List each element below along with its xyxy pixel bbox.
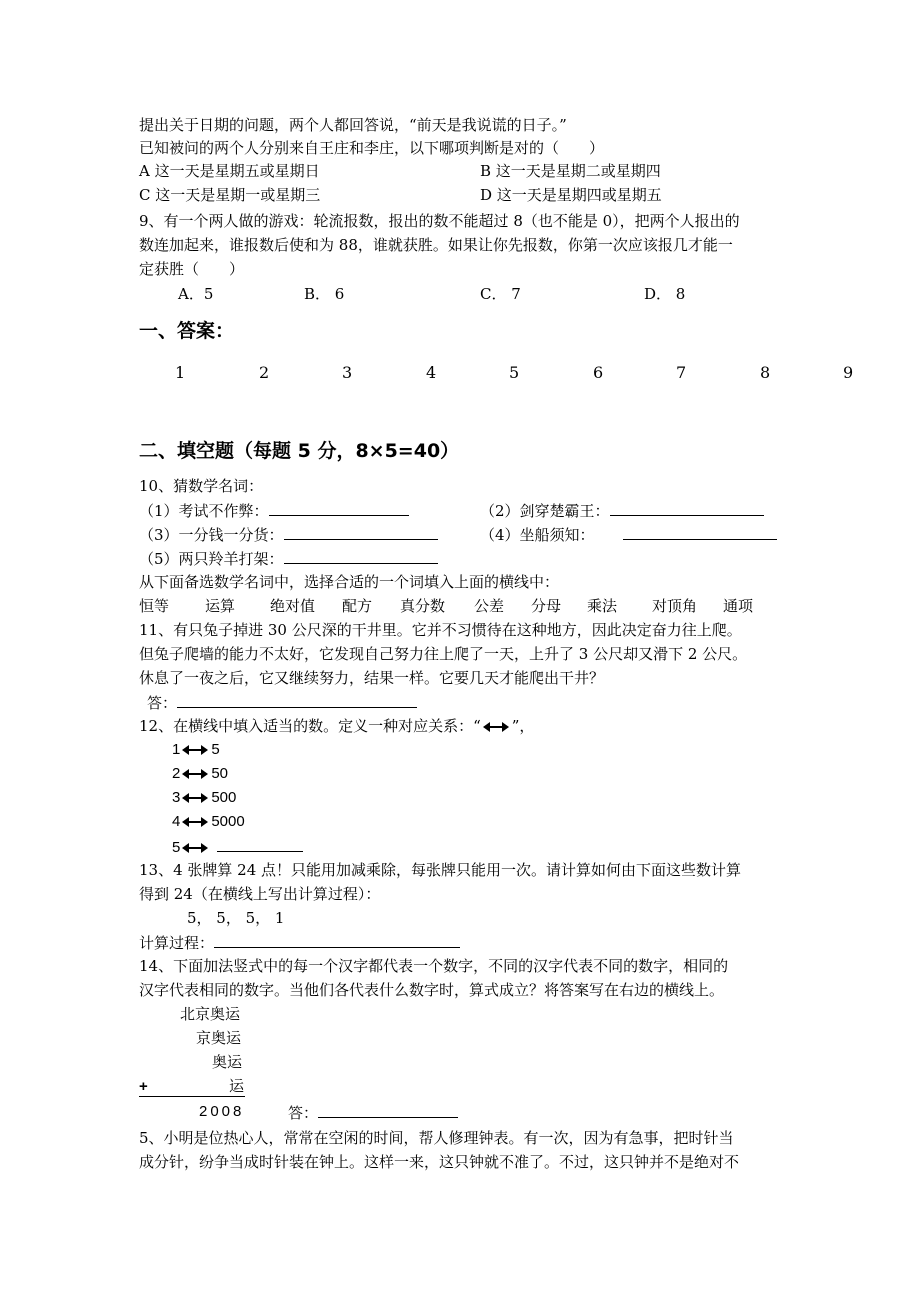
q10-item-3-label: （3）一分钱一分货： [139, 526, 284, 544]
q11-answer-blank[interactable] [177, 691, 417, 708]
q14-line-2: 汉字代表相同的数字。当他们各代表什么数字时，算式成立？将答案写在右边的横线上。 [139, 981, 725, 999]
q14-row-4 [139, 1075, 245, 1097]
q10-blank-5[interactable] [284, 547, 438, 564]
q9-option-a: A．5 [178, 285, 214, 303]
q10-word: 配方 [342, 597, 373, 615]
q13-cards: 5， 5， 5， 1 [187, 909, 285, 927]
plus-sign: + [139, 1078, 148, 1095]
q14-answer-blank[interactable] [318, 1101, 458, 1118]
q12-pair-5-a: 5 [172, 839, 181, 856]
q11-answer-label: 答： [147, 694, 178, 712]
q10-item-5-label: （5）两只羚羊打架： [139, 550, 284, 568]
double-arrow-icon [182, 769, 208, 779]
q10-word: 真分数 [400, 597, 446, 615]
q10-item-2 [480, 499, 764, 522]
q11-line-1: 11、有只兔子掉进 30 公尺深的干井里。它并不习惯待在这种地方，因此决定奋力往上爬。 [139, 621, 742, 639]
double-arrow-icon [483, 722, 509, 732]
answer-number: 6 [593, 363, 604, 382]
q13-process-label: 计算过程： [139, 934, 215, 952]
q12-line-1 [139, 715, 534, 737]
q8-line-2: 已知被问的两个人分别来自王庄和李庄，以下哪项判断是对的（ ） [139, 139, 605, 157]
q8-option-d: D 这一天是星期四或星期五 [480, 186, 662, 204]
q14-answer-label: 答： [288, 1104, 319, 1122]
answer-number: 3 [342, 363, 353, 382]
q12-pair-1-a: 1 [172, 741, 181, 758]
q11-answer [147, 691, 417, 714]
double-arrow-icon [182, 793, 208, 803]
q9-option-d: D． 8 [644, 285, 686, 303]
q12-pair-3-a: 3 [172, 789, 181, 806]
q10-word: 分母 [531, 597, 562, 615]
q13-line-2: 得到 24（在横线上写出计算过程）： [139, 885, 381, 903]
q10-hint: 从下面备选数学名词中，选择合适的一个词填入上面的横线中： [139, 573, 560, 591]
q12-line-1-end: ”， [511, 717, 535, 735]
q10-blank-1[interactable] [269, 499, 409, 516]
answer-number: 8 [760, 363, 771, 382]
q12-pair-2-a: 2 [172, 765, 181, 782]
q8-option-c: C 这一天是星期一或星期三 [139, 186, 321, 204]
q9-option-b: B． 6 [304, 285, 345, 303]
q9-line-2: 数连加起来，谁报数后使和为 88，谁就获胜。如果让你先报数，你第一次应该报几才能一 [139, 236, 733, 254]
q9-option-c: C． 7 [480, 285, 521, 303]
q14-row-4-char: 运 [229, 1077, 245, 1095]
double-arrow-icon [182, 817, 208, 827]
q14-line-1: 14、下面加法竖式中的每一个汉字都代表一个数字，不同的汉字代表不同的数字，相同的 [139, 957, 729, 975]
q12-pair-3 [172, 787, 236, 809]
q13-line-1: 13、4 张牌算 24 点！只能用加减乘除，每张牌只能用一次。请计算如何由下面这些数计算 [139, 861, 742, 879]
answer-number: 7 [676, 363, 687, 382]
q10-word: 通项 [723, 597, 754, 615]
q10-item-1 [139, 499, 409, 522]
q8-option-b: B 这一天是星期二或星期四 [480, 162, 661, 180]
q10-blank-4[interactable] [623, 523, 777, 540]
q10-word: 恒等 [139, 597, 170, 615]
q9-line-3: 定获胜（ ） [139, 260, 245, 278]
q10-item-4-label: （4）坐船须知： [480, 526, 595, 544]
q10-word: 对顶角 [652, 597, 698, 615]
q8-line-1: 提出关于日期的问题，两个人都回答说，“前天是我说谎的日子。” [139, 116, 567, 134]
q11-line-2: 但兔子爬墙的能力不太好，它发现自己努力往上爬了一天，上升了 3 公尺却又滑下 2 公尺。 [139, 645, 748, 663]
q10-item-2-label: （2）剑穿楚霸王： [480, 502, 610, 520]
q12-pair-2 [172, 763, 228, 785]
q10-word: 绝对值 [270, 597, 316, 615]
q12-pair-5 [172, 835, 303, 859]
q12-pair-4 [172, 811, 245, 833]
q12-pair-4-a: 4 [172, 813, 181, 830]
q12-pair-1-b: 5 [211, 741, 220, 758]
answer-number: 2 [259, 363, 270, 382]
q15-line-2: 成分针，纷争当成时针装在钟上。这样一来，这只钟就不准了。不过，这只钟并不是绝对不 [139, 1153, 740, 1171]
q8-option-a: A 这一天是星期五或星期日 [139, 162, 320, 180]
q13-process [139, 931, 460, 954]
q10-word: 公差 [474, 597, 505, 615]
section1-title: 一、答案： [139, 320, 235, 342]
q14-answer [288, 1101, 458, 1124]
q14-row-3: 奥运 [212, 1053, 243, 1071]
q10-word: 乘法 [587, 597, 618, 615]
q14-row-2: 京奥运 [196, 1029, 242, 1047]
section2-title: 二、填空题（每题 5 分，8×5=40） [139, 440, 460, 462]
answer-number: 4 [426, 363, 437, 382]
q10-item-4 [480, 523, 777, 546]
q10-word: 运算 [205, 597, 236, 615]
q12-pair-2-b: 50 [211, 765, 229, 782]
double-arrow-icon [182, 745, 208, 755]
answer-number: 1 [175, 363, 186, 382]
q12-pair-4-b: 5000 [211, 813, 245, 830]
q12-answer-blank[interactable] [217, 835, 303, 852]
q10-item-3 [139, 523, 438, 546]
q12-pair-3-b: 500 [211, 789, 237, 806]
q12-line-1-text: 12、在横线中填入适当的数。定义一种对应关系：“ [139, 717, 481, 735]
q10-item-1-label: （1）考试不作弊： [139, 502, 269, 520]
q9-line-1: 9、有一个两人做的游戏：轮流报数，报出的数不能超过 8（也不能是 0），把两个人报出的 [139, 212, 740, 230]
answer-number: 9 [843, 363, 854, 382]
q10-blank-2[interactable] [610, 499, 764, 516]
q11-line-3: 休息了一夜之后，它又继续努力，结果一样。它要几天才能爬出干井？ [139, 669, 605, 687]
q10-blank-3[interactable] [284, 523, 438, 540]
double-arrow-icon [182, 843, 208, 853]
q10-item-5 [139, 547, 438, 570]
q15-line-1: 5、小明是位热心人，常常在空闲的时间，帮人修理钟表。有一次，因为有急事，把时针当 [139, 1129, 734, 1147]
q13-process-blank[interactable] [214, 931, 460, 948]
q14-row-1: 北京奥运 [180, 1005, 241, 1023]
answer-number: 5 [509, 363, 520, 382]
q12-pair-1 [172, 739, 220, 761]
q10-title: 10、猜数学名词： [139, 477, 264, 495]
q14-sum: 2008 [199, 1103, 245, 1120]
